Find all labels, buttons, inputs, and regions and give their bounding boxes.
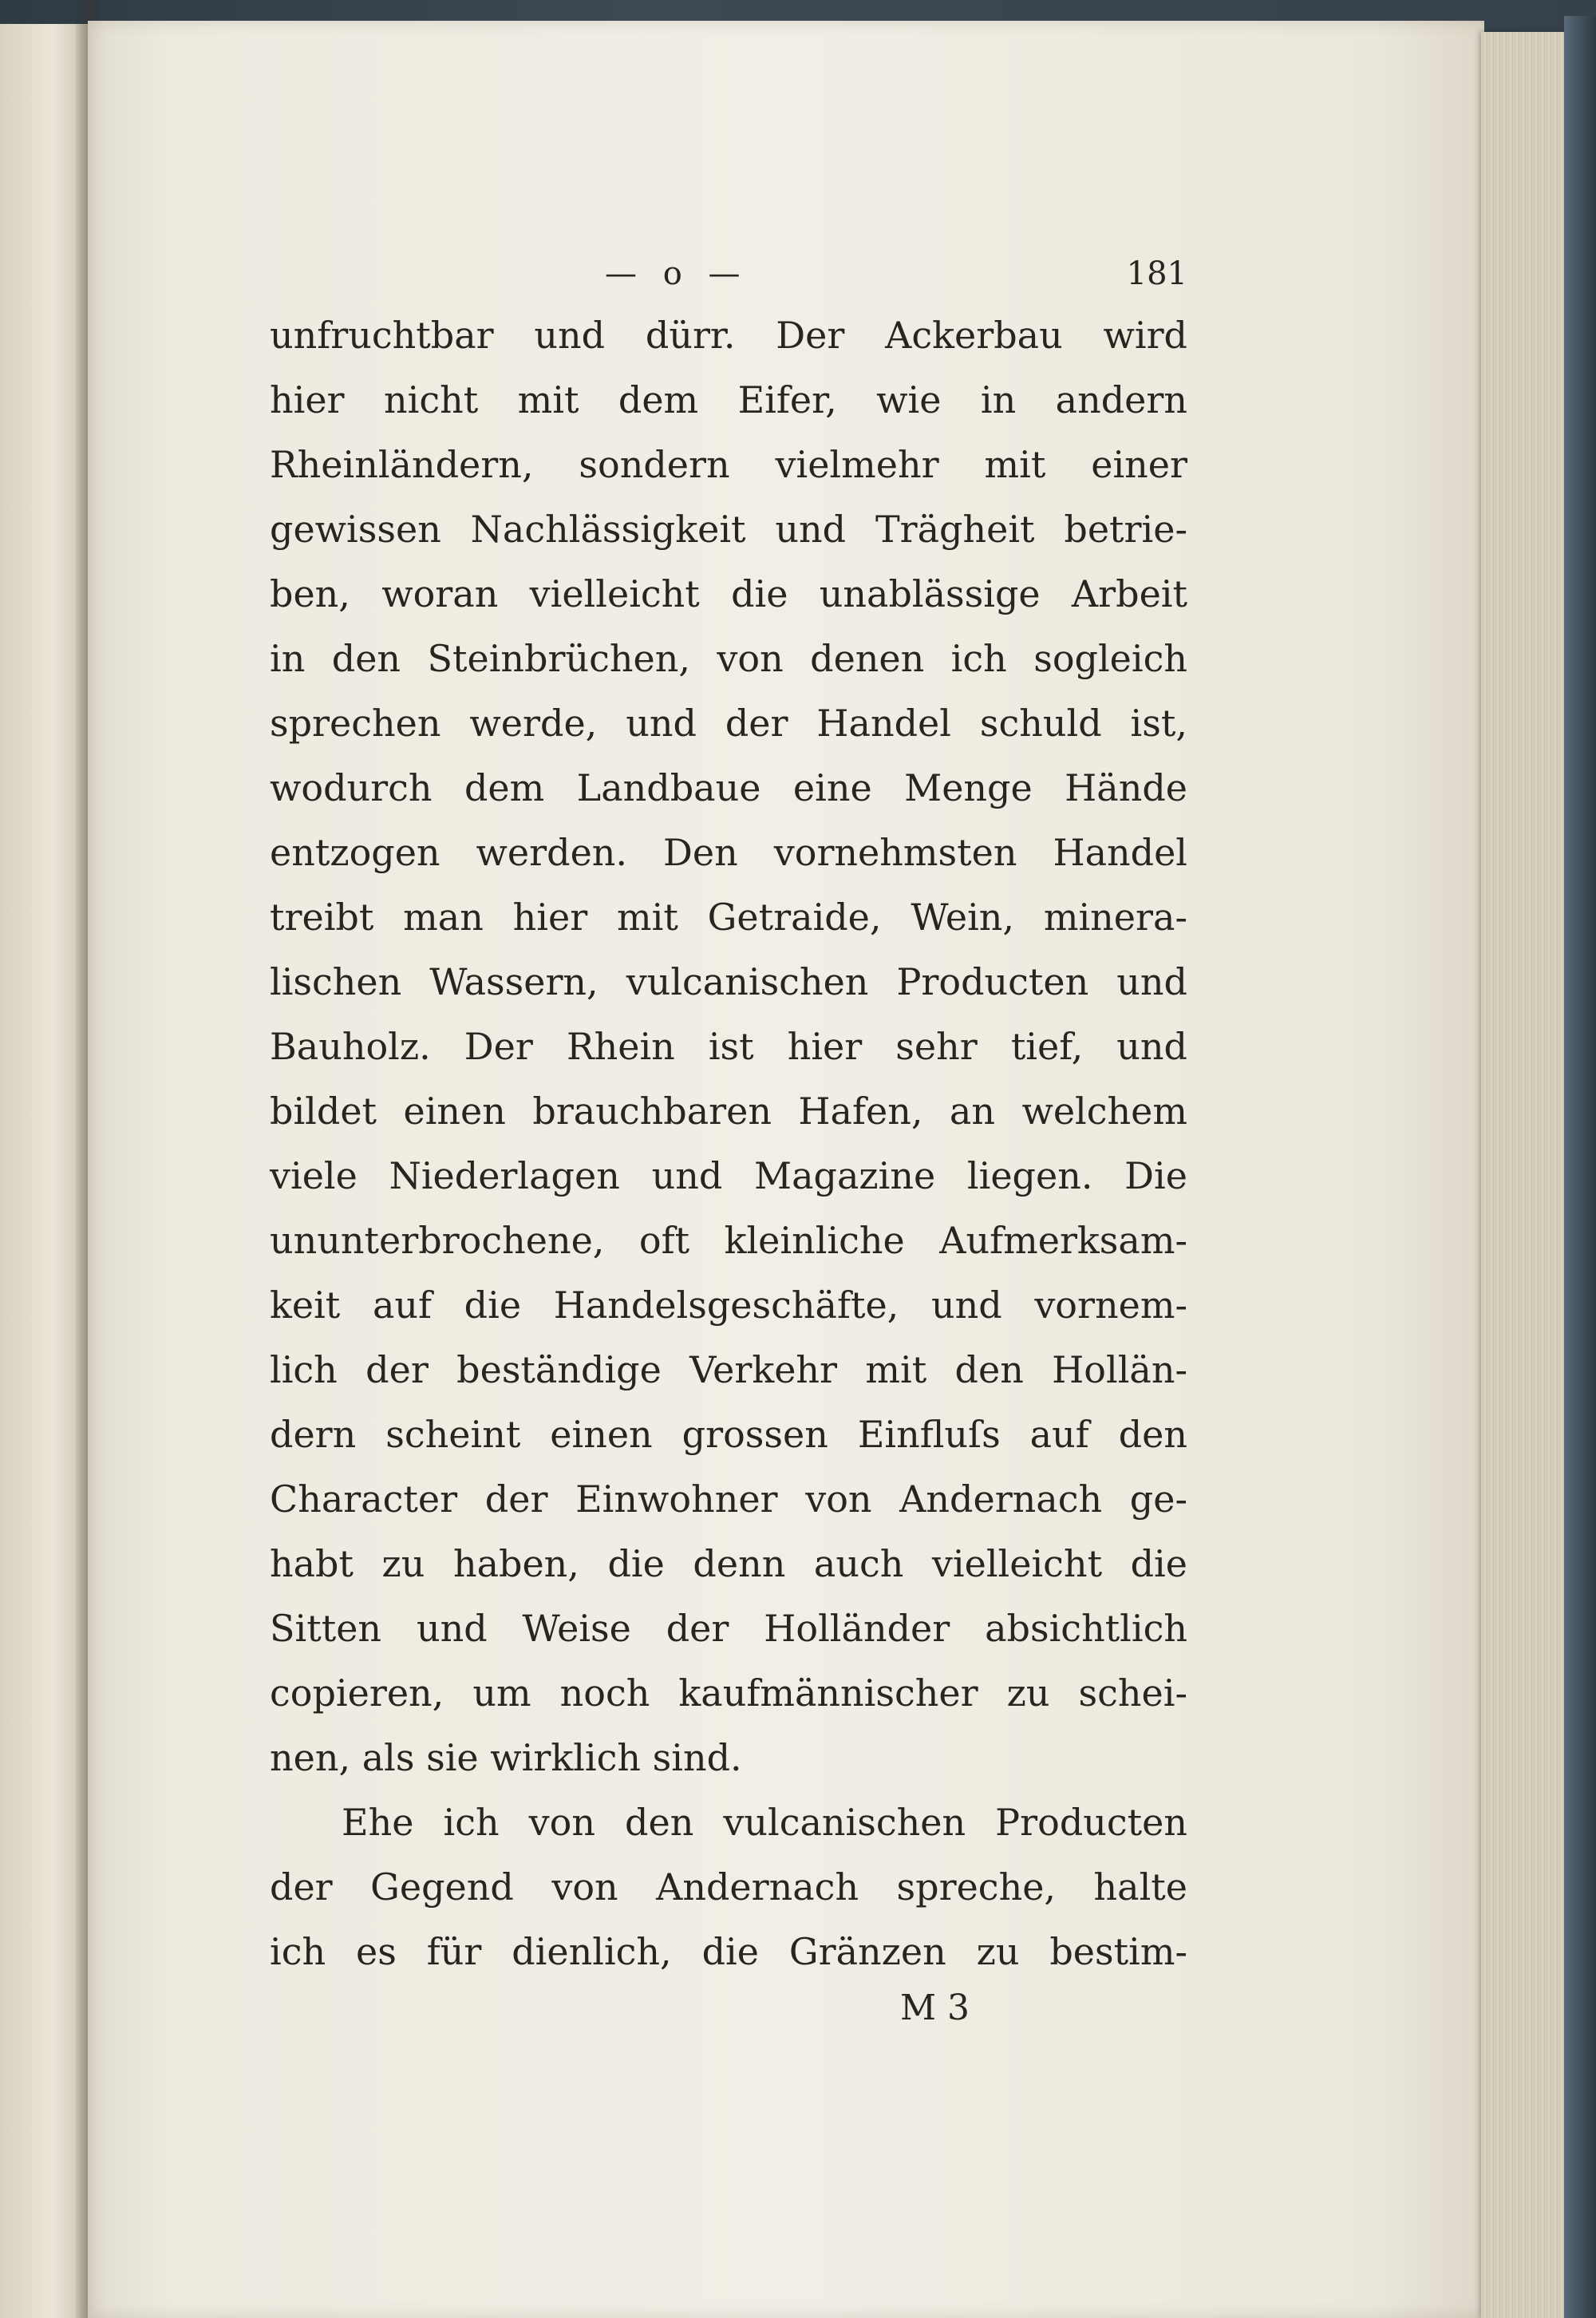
text-line: hier nicht mit dem Eifer, wie in andern [270,378,1187,421]
text-line: viele Niederlagen und Magazine liegen. Die [270,1154,1187,1197]
header-ornament: — o — [605,255,749,292]
text-line: unfruchtbar und dürr. Der Ackerbau wird [270,314,1187,357]
text-line: ich es für dienlich, die Gränzen zu bestim- [270,1930,1187,1973]
text-line: copieren, um noch kaufmännischer zu schei- [270,1671,1187,1715]
book-cover-edge [1564,16,1596,2318]
paragraph-2 [270,1790,1187,1984]
text-line: treibt man hier mit Getraide, Wein, minera- [270,896,1187,939]
page-number: 181 [1126,255,1187,292]
text-line: ununterbrochene, oft kleinliche Aufmerksam- [270,1219,1187,1262]
text-line: Ehe ich von den vulcanischen Producten [342,1801,1187,1844]
text-line: Bauholz. Der Rhein ist hier sehr tief, und [270,1025,1187,1068]
text-line: Sitten und Weise der Holländer absichtlich [270,1607,1187,1650]
text-line: ben, woran vielleicht die unablässige Arbeit [270,572,1187,615]
text-line: lich der beständige Verkehr mit den Hollän- [270,1348,1187,1391]
text-line: keit auf die Handelsgeschäfte, und vornem- [270,1284,1187,1327]
left-facing-page [0,24,88,2318]
text-line: gewissen Nachlässigkeit und Trägheit betrie- [270,508,1187,551]
text-line: wodurch dem Landbaue eine Menge Hände [270,766,1187,809]
text-line: dern scheint einen grossen Einfluſs auf den [270,1413,1187,1456]
text-line: bildet einen brauchbaren Hafen, an welchem [270,1090,1187,1133]
text-line: sprechen werde, und der Handel schuld ist, [270,702,1187,745]
text-line: nen, als sie wirklich sind. [270,1736,742,1779]
page-edges [1481,32,1569,2318]
paragraph-1 [270,303,1187,1790]
signature-mark [270,1988,1187,2043]
running-header [270,239,1187,303]
text-line: Rheinländern, sondern vielmehr mit einer [270,443,1187,486]
page-text-block [270,239,1187,2043]
text-line: lischen Wassern, vulcanischen Producten und [270,960,1187,1003]
text-line: entzogen werden. Den vornehmsten Handel [270,831,1187,874]
text-line: Character der Einwohner von Andernach ge- [270,1477,1187,1521]
text-line: in den Steinbrüchen, von denen ich sogleich [270,637,1187,680]
text-line: habt zu haben, die denn auch vielleicht die [270,1542,1187,1585]
signature-text: M 3 [900,1988,970,2028]
text-line: der Gegend von Andernach spreche, halte [270,1865,1187,1909]
